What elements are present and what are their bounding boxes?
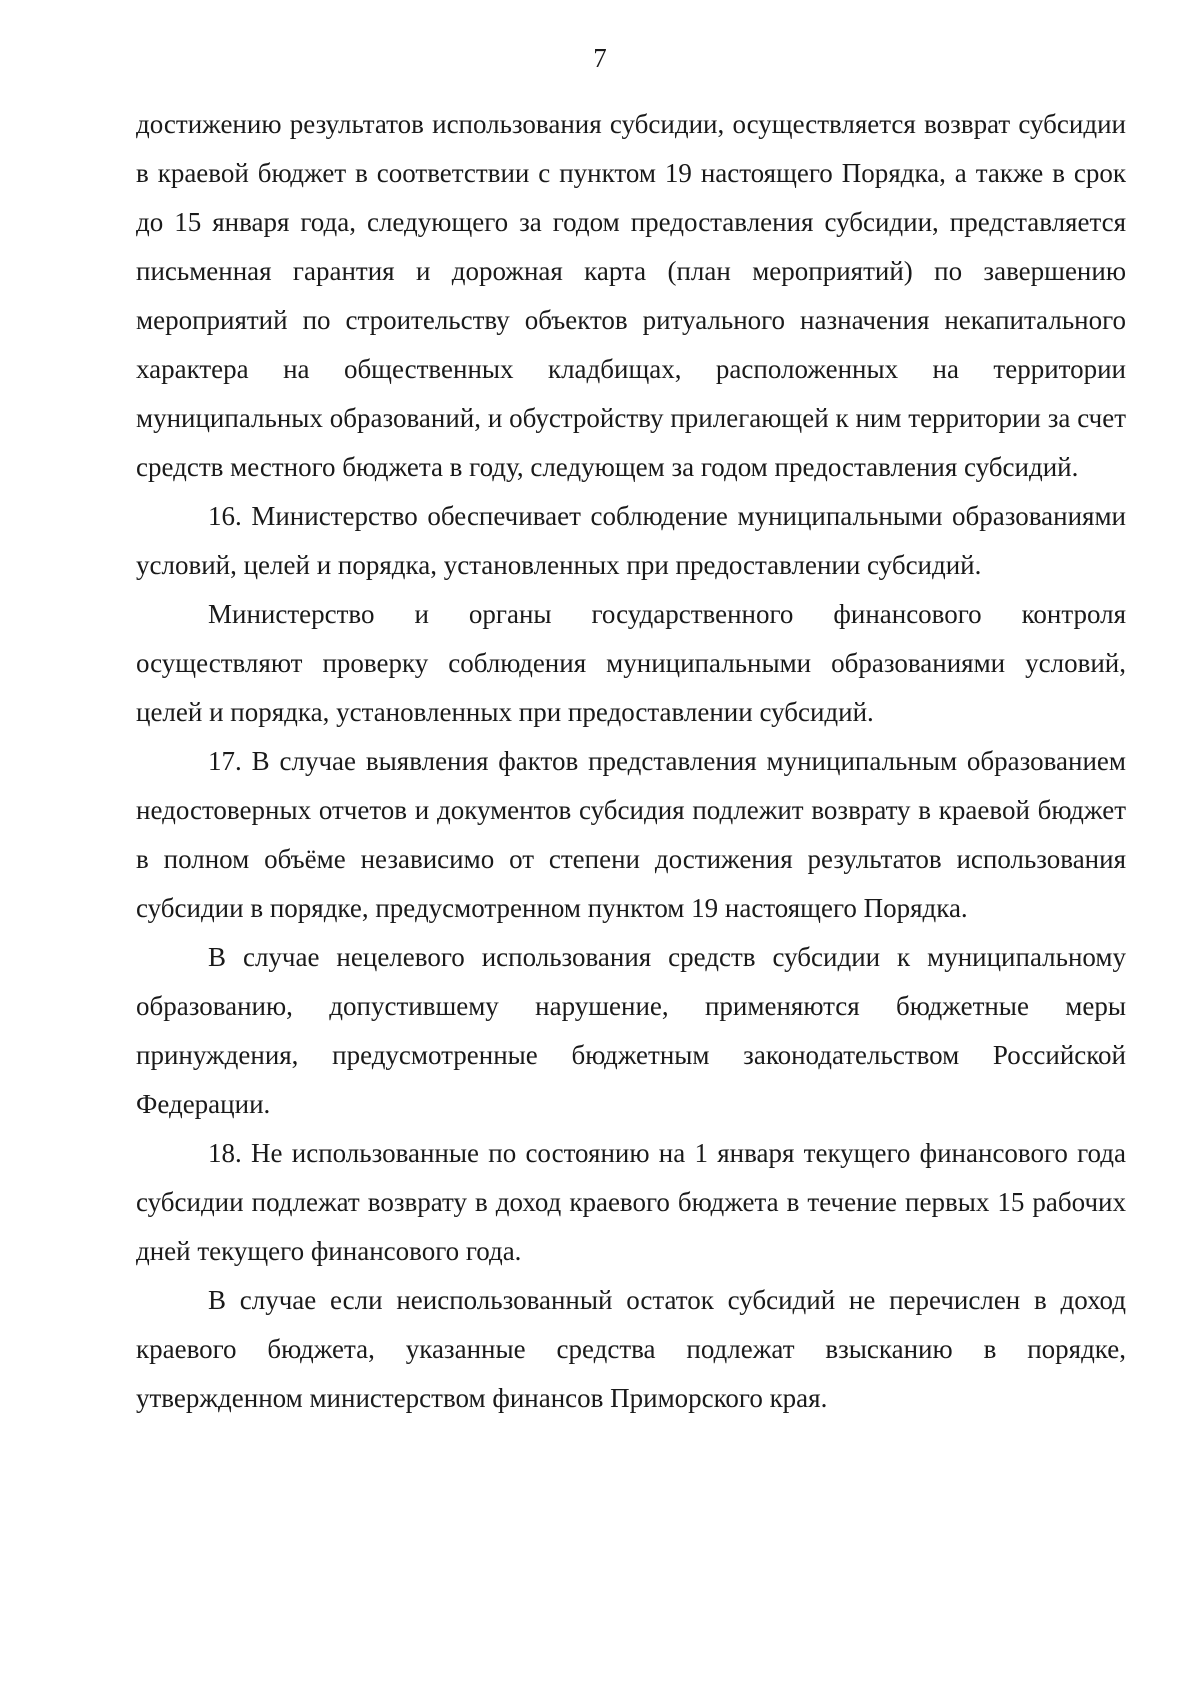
paragraph-item-16: 16. Министерство обеспечивает соблюдение муниципальными образованиями условий, целей и порядка, установленных при предоставлении субсидий. [136,501,1126,580]
paragraph-control-bodies: Министерство и органы государственного финансового контроля осуществляют проверку соблюдения муниципальными образованиями условий, целей и порядка, установленных при предоставлении субсидий. [136,599,1126,727]
paragraph-item-17: 17. В случае выявления фактов представления муниципальным образованием недостоверных отчетов и документов субсидия подлежит возврату в краевой бюджет в полном объёме независимо от степени достижения результатов использования субсидии в порядке, предусмотренном пунктом 19 настоящего Порядка. [136,746,1126,923]
page-number: 7 [593,43,607,73]
paragraph-continuation: достижению результатов использования субсидии, осуществляется возврат субсидии в краевой бюджет в соответствии с пунктом 19 настоящего Порядка, а также в срок до 15 января года, следующего за годом предоставления субсидии, представляется письменная гарантия и дорожная карта (план мероприятий) по завершению мероприятий по строительству объектов ритуального назначения некапитального характера на общественных кладбищах, расположенных на территории муниципальных образований, и обустройству прилегающей к ним территории за счет средств местного бюджета в году, следующем за годом предоставления субсидий. [136,109,1126,482]
paragraph-recovery: В случае если неиспользованный остаток субсидий не перечислен в доход краевого бюджета, указанные средства подлежат взысканию в порядке, утвержденном министерством финансов Приморского края. [136,1285,1126,1413]
paragraph-misuse: В случае нецелевого использования средств субсидии к муниципальному образованию, допустившему нарушение, применяются бюджетные меры принуждения, предусмотренные бюджетным законодательством Российской Федерации. [136,942,1126,1119]
document-body [136,100,1126,1423]
paragraph-item-18: 18. Не использованные по состоянию на 1 января текущего финансового года субсидии подлежат возврату в доход краевого бюджета в течение первых 15 рабочих дней текущего финансового года. [136,1138,1126,1266]
